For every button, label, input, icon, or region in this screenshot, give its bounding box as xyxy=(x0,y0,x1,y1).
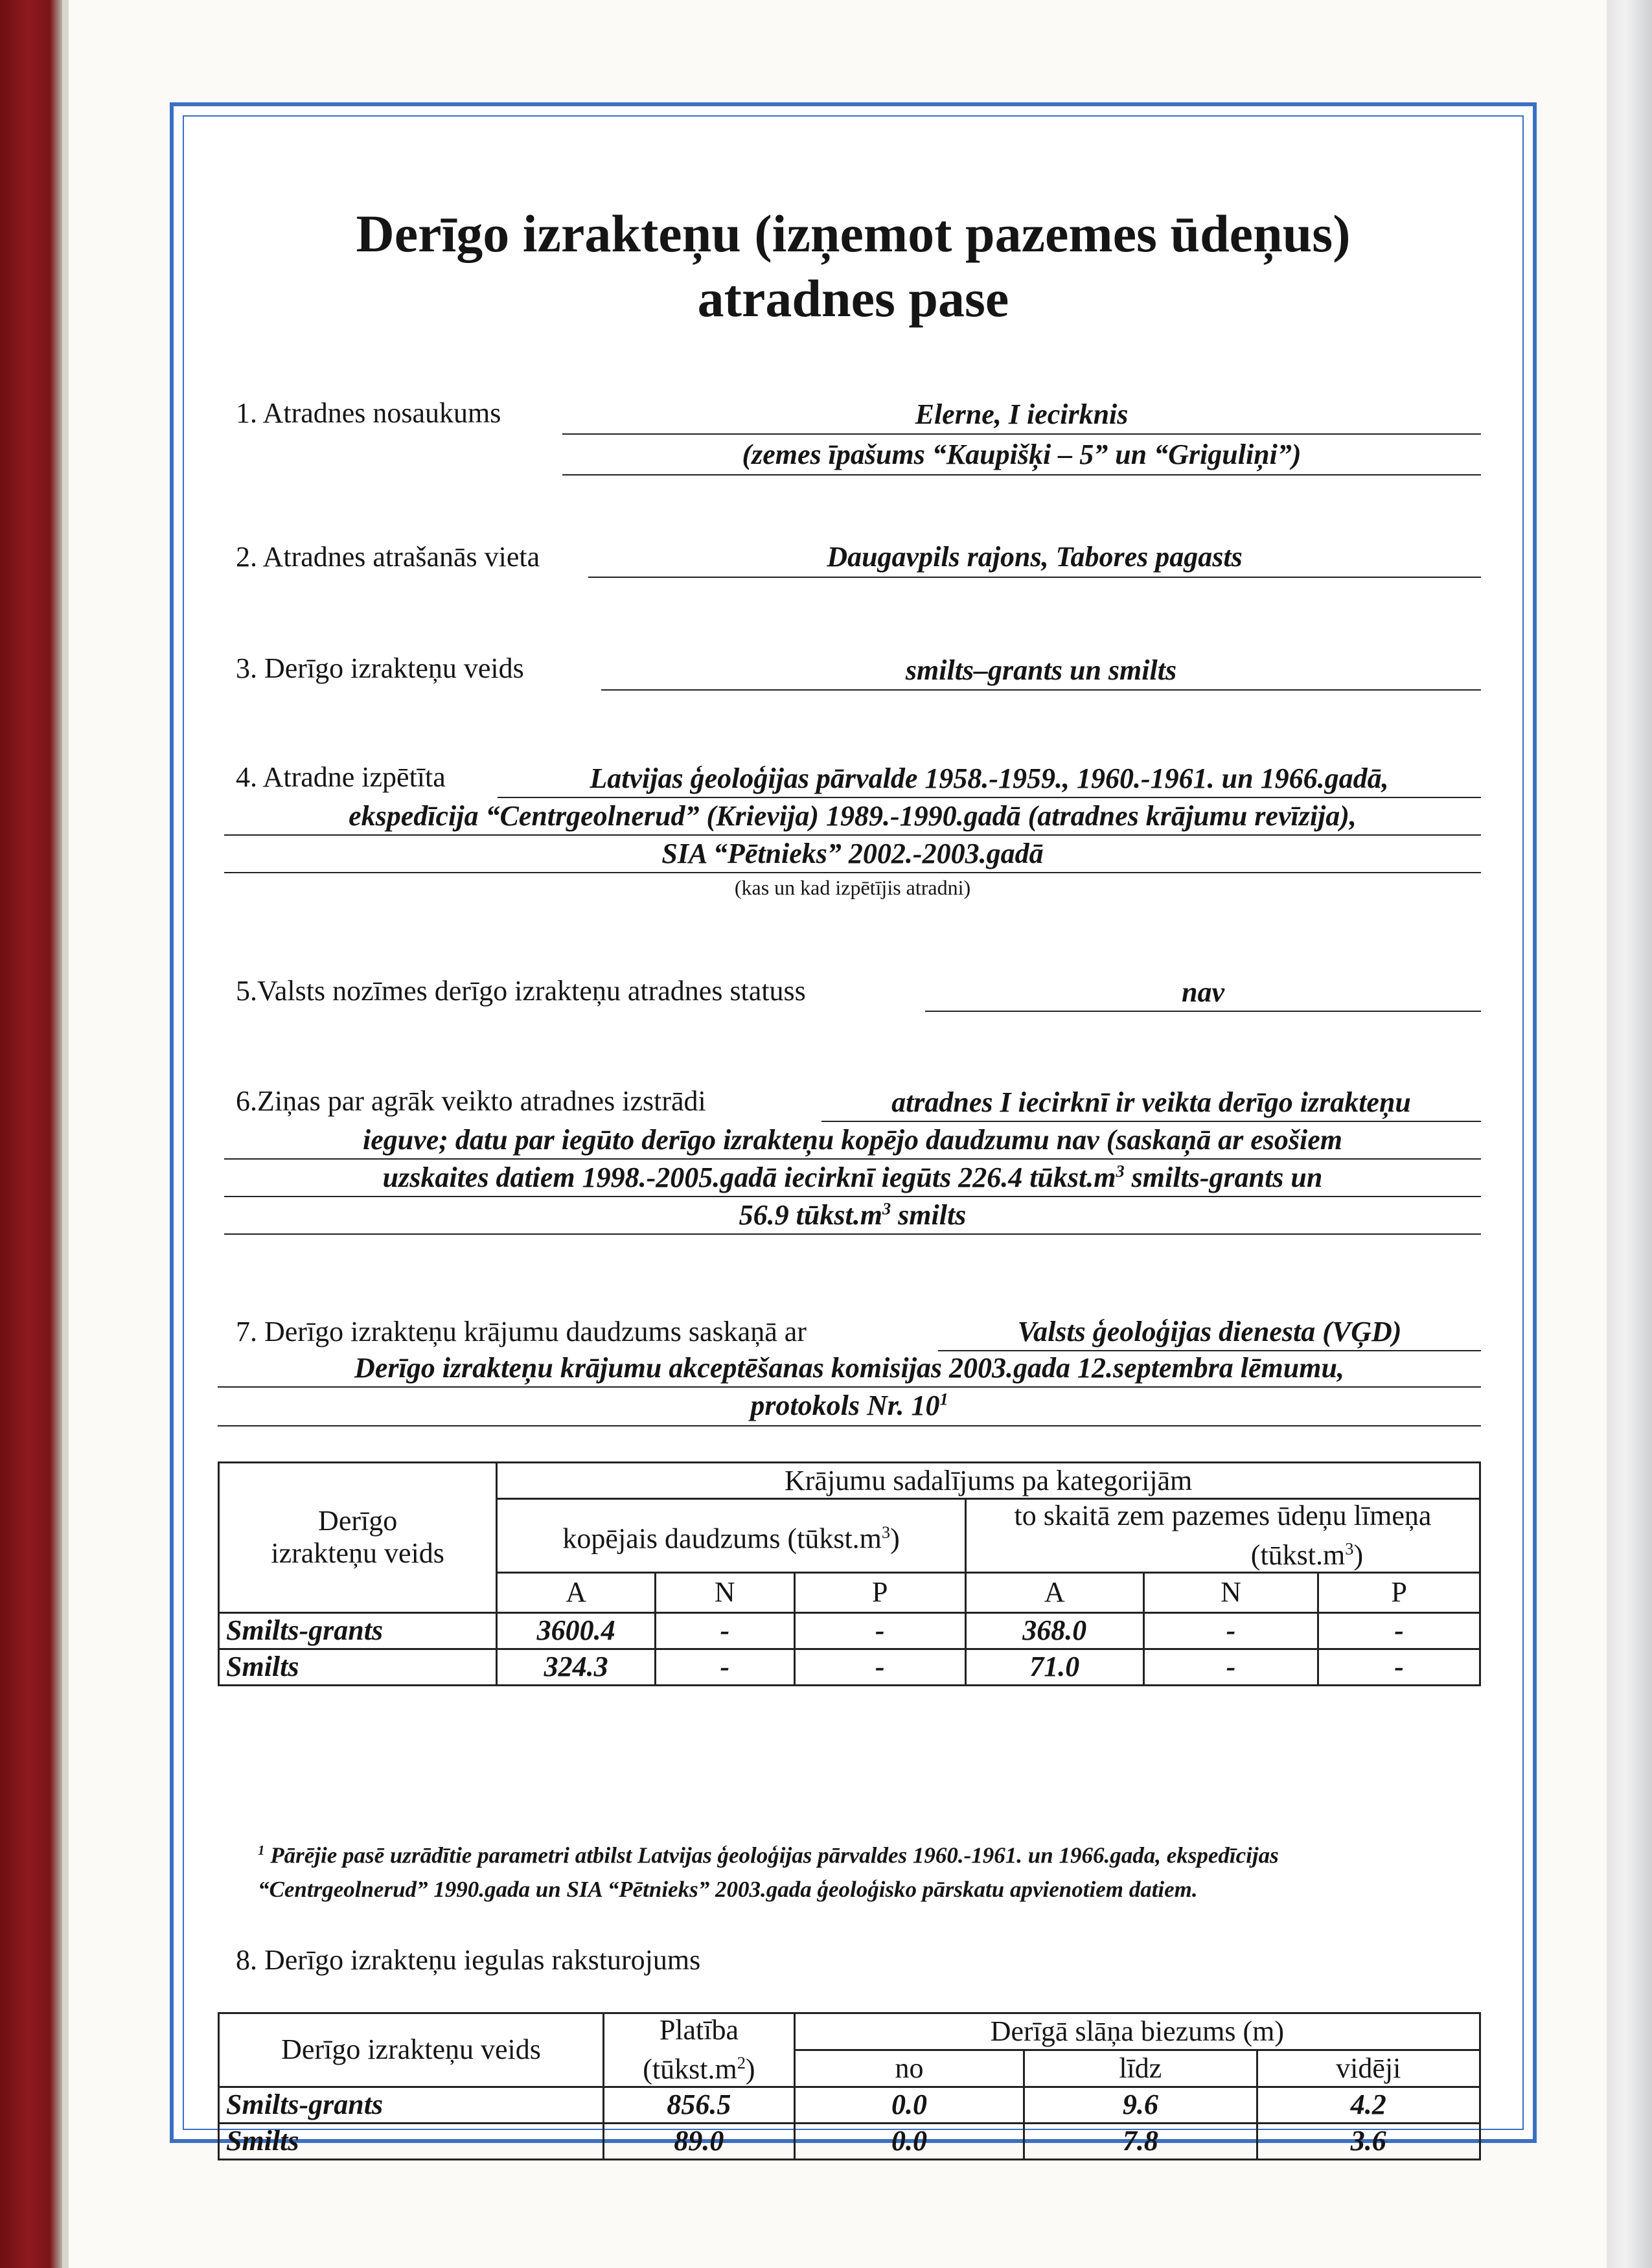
table-cell: - xyxy=(1318,1649,1480,1685)
footnote-line2: “Centrgeolnerud” 1990.gada un SIA “Pētnieks” 2003.gada ģeoloģisko pārskatu apvienotiem datiem. xyxy=(258,1876,1198,1902)
row-type: Smilts-grants xyxy=(219,2087,604,2123)
section6-underline1 xyxy=(821,1121,1481,1122)
page-title-line2: atradnes pase xyxy=(697,269,1009,328)
table-cell: 71.0 xyxy=(965,1649,1143,1685)
section4-underline2 xyxy=(224,834,1481,836)
table-cell: 4.2 xyxy=(1257,2087,1480,2123)
section3-value: smilts–grants un smilts xyxy=(905,654,1177,686)
reserves-table xyxy=(218,1461,1481,1686)
page-title-line1: Derīgo izrakteņu (izņemot pazemes ūdeņus) xyxy=(356,204,1351,263)
section5-underline xyxy=(925,1011,1481,1012)
cat-header: N xyxy=(656,1572,795,1612)
table-cell: - xyxy=(656,1649,795,1685)
section7-underline2 xyxy=(218,1386,1481,1388)
section6-underline2 xyxy=(224,1158,1481,1160)
table-row xyxy=(219,2087,1480,2123)
table-cell: 0.0 xyxy=(794,2087,1024,2123)
col-header-below-groundwater: to skaitā zem pazemes ūdeņu līmeņa $(tūkst.m^3)$ xyxy=(965,1499,1480,1573)
section4-label: 4. Atradne izpētīta xyxy=(236,761,446,793)
table-cell: 7.8 xyxy=(1024,2123,1257,2159)
section3-label: 3. Derīgo izrakteņu veids xyxy=(236,652,524,684)
row-type: Smilts xyxy=(219,1649,497,1685)
section7-line1: Valsts ģeoloģijas dienesta (VĢD) xyxy=(1017,1316,1402,1347)
table-cell: 89.0 xyxy=(604,2123,795,2159)
cat-header: A xyxy=(497,1572,656,1612)
section8-label: 8. Derīgo izrakteņu iegulas raksturojums xyxy=(236,1944,701,1976)
section5-value: nav xyxy=(1182,976,1224,1008)
section1-value-line1: Elerne, I iecirknis xyxy=(915,398,1129,430)
col-header-from: no xyxy=(794,2050,1024,2087)
section2-value: Daugavpils rajons, Tabores pagasts xyxy=(827,541,1243,573)
page-edge-right xyxy=(1607,0,1652,2268)
section6-line3: uzskaites datiem 1998.-2005.gadā iecirknī iegūts 226.4 $tūkst.m^3$ smilts-grants un xyxy=(382,1161,1323,1193)
col-header-thickness: Derīgā slāņa biezums (m) xyxy=(794,2013,1480,2050)
section6-underline3 xyxy=(224,1196,1481,1197)
col-header-group: Krājumu sadalījums pa kategorijām xyxy=(497,1463,1480,1499)
table-cell: - xyxy=(1318,1612,1480,1649)
table-cell: - xyxy=(656,1612,795,1649)
passport-frame xyxy=(170,102,1537,2157)
section5-label: 5.Valsts nozīmes derīgo izrakteņu atradnes statuss xyxy=(236,975,806,1007)
table-row xyxy=(219,1649,1480,1685)
section6-line1: atradnes I iecirknī ir veikta derīgo izrakteņu xyxy=(891,1086,1411,1118)
table-cell: 9.6 xyxy=(1024,2087,1257,2123)
section7-line2: Derīgo izrakteņu krājumu akceptēšanas komisijas 2003.gada 12.septembra lēmumu, xyxy=(354,1352,1344,1384)
section4-underline3 xyxy=(224,872,1481,873)
table-row xyxy=(219,2123,1480,2159)
col-header-type: Derīgo izrakteņu veids xyxy=(219,1463,497,1613)
table-cell: - xyxy=(794,1612,965,1649)
footnote xyxy=(258,1833,1489,1907)
table-row xyxy=(219,1612,1480,1649)
col-header-total: kopējais daudzums $(tūkst.m^3)$ xyxy=(497,1499,966,1573)
section6-line2: ieguve; datu par iegūto derīgo izrakteņu kopējo daudzumu nav (saskaņā ar esošiem xyxy=(362,1124,1342,1156)
footnote-mark: 1 xyxy=(258,1842,265,1858)
section4-line2: ekspedīcija “Centrgeolnerud” (Krievija) 1989.-1990.gadā (atradnes krājumu revīzija), xyxy=(349,800,1357,832)
footnote-line1: Pārējie pasē uzrādītie parametri atbilst Latvijas ģeoloģijas pārvaldes 1960.-1961. un 1966.gada, ekspedīcijas xyxy=(270,1842,1279,1868)
col-header-area: Platība $(tūkst.m^2)$ xyxy=(604,2013,795,2087)
table-cell: - xyxy=(1143,1649,1318,1685)
table-cell: 3.6 xyxy=(1257,2123,1480,2159)
col-header-type: Derīgo izrakteņu veids xyxy=(219,2013,604,2087)
section4-note: (kas un kad izpētījis atradni) xyxy=(734,876,971,899)
page-edge-left xyxy=(62,0,69,2268)
table-cell: - xyxy=(1143,1612,1318,1649)
table-cell: 324.3 xyxy=(497,1649,656,1685)
cat-header: N xyxy=(1143,1572,1318,1612)
binder-spine xyxy=(0,0,62,2268)
row-type: Smilts xyxy=(219,2123,604,2159)
section1-underline2 xyxy=(562,474,1481,475)
section1-label: 1. Atradnes nosaukums xyxy=(236,397,501,429)
section7-underline3 xyxy=(218,1425,1481,1426)
section3-underline xyxy=(601,689,1481,691)
table-cell: 368.0 xyxy=(965,1612,1143,1649)
section2-underline xyxy=(588,577,1481,578)
table-cell: - xyxy=(794,1649,965,1685)
section4-line1: Latvijas ģeoloģijas pārvalde 1958.-1959., 1960.-1961. un 1966.gadā, xyxy=(590,762,1389,794)
section6-line4: 56.9 $tūkst.m^3$ smilts xyxy=(739,1198,967,1231)
section7-line3: protokols Nr. $10^1$ xyxy=(750,1389,948,1421)
cat-header: P xyxy=(794,1572,965,1612)
row-type: Smilts-grants xyxy=(219,1612,497,1649)
section1-value-line2: (zemes īpašums “Kaupišķi – 5” un “Griguliņi”) xyxy=(742,439,1302,470)
section4-underline1 xyxy=(498,797,1481,798)
section4-line3: SIA “Pētnieks” 2002.-2003.gadā xyxy=(661,838,1044,869)
col-header-average: vidēji xyxy=(1257,2050,1480,2087)
section7-label: 7. Derīgo izrakteņu krājumu daudzums saskaņā ar xyxy=(236,1316,807,1347)
table-cell: 0.0 xyxy=(794,2123,1024,2159)
cat-header: A xyxy=(965,1572,1143,1612)
table-cell: 3600.4 xyxy=(497,1612,656,1649)
section2-label: 2. Atradnes atrašanās vieta xyxy=(236,541,540,573)
deposit-table xyxy=(218,2012,1481,2160)
cat-header: P xyxy=(1318,1572,1480,1612)
section1-underline1 xyxy=(562,433,1481,435)
table-cell: 856.5 xyxy=(604,2087,795,2123)
section6-underline4 xyxy=(224,1233,1481,1235)
col-header-to: līdz xyxy=(1024,2050,1257,2087)
section6-label: 6.Ziņas par agrāk veikto atradnes izstrādi xyxy=(236,1085,706,1117)
